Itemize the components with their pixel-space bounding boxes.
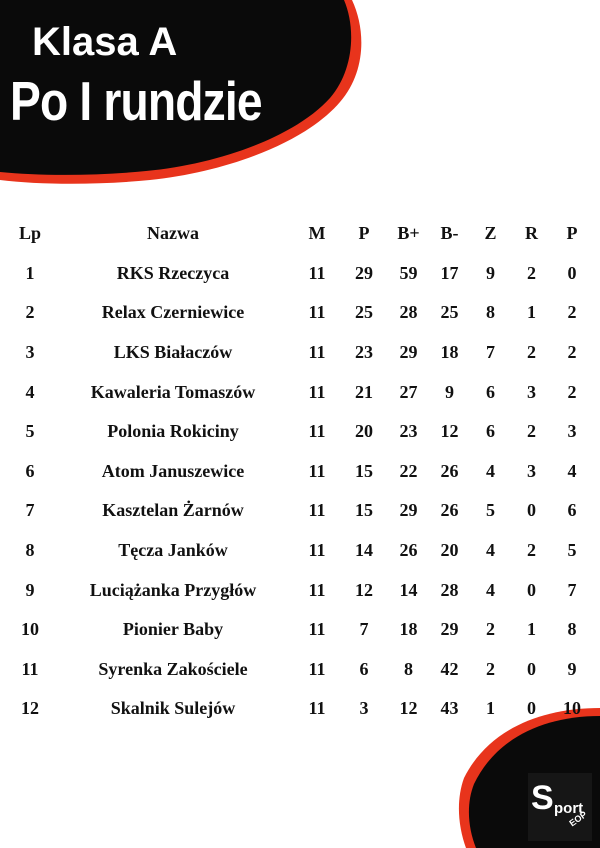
cell-wins: 4: [486, 460, 495, 481]
page-subtitle: Po I rundzie: [10, 70, 262, 132]
cell-name: Polonia Rokiciny: [107, 421, 239, 442]
cell-name: Relax Czerniewice: [101, 302, 245, 323]
table-row: [8, 333, 592, 373]
cell-points: 21: [355, 381, 373, 402]
cell-goals-against: 42: [440, 658, 459, 679]
cell-matches: 11: [308, 658, 326, 679]
cell-goals-against: 20: [440, 540, 459, 561]
cell-goals-against: 26: [440, 460, 459, 481]
standings-body: [8, 254, 592, 729]
table-row: [8, 570, 592, 610]
cell-lp: 3: [25, 342, 35, 363]
cell-lp: 7: [25, 500, 35, 521]
cell-wins: 8: [486, 302, 495, 323]
cell-goals-for: 59: [399, 262, 418, 283]
cell-goals-for: 26: [399, 540, 418, 561]
cell-goals-against: 26: [440, 500, 459, 521]
cell-wins: 4: [486, 579, 495, 600]
cell-wins: 5: [486, 500, 495, 521]
table-row: [8, 531, 592, 571]
cell-draws: 0: [527, 579, 536, 600]
logo-letter: S: [531, 779, 554, 817]
table-row: [8, 491, 592, 531]
cell-matches: 11: [308, 540, 326, 561]
cell-goals-against: 25: [440, 302, 459, 323]
cell-lp: 4: [25, 381, 35, 402]
cell-goals-for: 28: [399, 302, 418, 323]
column-header-wins: Z: [484, 223, 497, 244]
cell-lp: 1: [25, 262, 35, 283]
cell-lp: 2: [25, 302, 35, 323]
cell-points: 3: [359, 698, 369, 719]
column-header-draws: R: [525, 223, 538, 244]
cell-goals-for: 27: [399, 381, 418, 402]
column-header-goals-against: B-: [440, 223, 459, 244]
cell-wins: 6: [486, 381, 495, 402]
cell-matches: 11: [308, 698, 326, 719]
cell-lp: 9: [25, 579, 35, 600]
cell-matches: 11: [308, 619, 326, 640]
cell-goals-against: 43: [440, 698, 459, 719]
column-header-matches: M: [308, 223, 326, 244]
cell-name: Kasztelan Żarnów: [102, 500, 244, 521]
cell-matches: 11: [308, 579, 326, 600]
cell-draws: 2: [527, 540, 536, 561]
cell-draws: 2: [527, 342, 536, 363]
table-row: [8, 372, 592, 412]
cell-points: 25: [355, 302, 373, 323]
cell-draws: 0: [527, 500, 536, 521]
cell-wins: 4: [486, 540, 495, 561]
cell-losses: 6: [567, 500, 577, 521]
cell-draws: 2: [527, 421, 536, 442]
cell-goals-for: 12: [399, 698, 418, 719]
cell-goals-for: 8: [404, 658, 413, 679]
column-header-name: Nazwa: [147, 223, 199, 244]
cell-draws: 0: [527, 658, 536, 679]
cell-name: Skalnik Sulejów: [110, 698, 236, 719]
cell-draws: 1: [527, 619, 536, 640]
cell-goals-against: 29: [440, 619, 459, 640]
cell-points: 14: [355, 540, 373, 561]
cell-matches: 11: [308, 302, 326, 323]
cell-lp: 6: [25, 460, 35, 481]
sport-logo: [528, 773, 592, 841]
cell-points: 29: [355, 262, 373, 283]
cell-losses: 0: [567, 262, 577, 283]
cell-matches: 11: [308, 262, 326, 283]
logo-text: port: [554, 800, 584, 817]
cell-lp: 8: [25, 540, 35, 561]
cell-losses: 2: [567, 381, 577, 402]
column-header-points: P: [358, 223, 370, 244]
cell-matches: 11: [308, 381, 326, 402]
column-header-goals-for: B+: [397, 223, 420, 244]
cell-goals-for: 23: [399, 421, 418, 442]
cell-name: Luciążanka Przygłów: [89, 579, 257, 600]
column-header-lp: Lp: [18, 223, 42, 244]
cell-goals-for: 29: [399, 342, 418, 363]
cell-points: 15: [355, 460, 373, 481]
column-header-losses: P: [566, 223, 578, 244]
cell-goals-against: 9: [445, 381, 454, 402]
cell-matches: 11: [308, 500, 326, 521]
cell-goals-against: 28: [440, 579, 459, 600]
cell-losses: 5: [567, 540, 577, 561]
cell-losses: 2: [567, 302, 577, 323]
cell-draws: 3: [527, 381, 536, 402]
cell-lp: 11: [21, 658, 39, 679]
cell-draws: 0: [527, 698, 536, 719]
cell-losses: 4: [567, 460, 577, 481]
cell-wins: 6: [486, 421, 495, 442]
cell-draws: 3: [527, 460, 536, 481]
cell-losses: 7: [567, 579, 577, 600]
table-row: [8, 610, 592, 650]
cell-losses: 8: [567, 619, 577, 640]
table-header-row: [8, 214, 592, 254]
cell-goals-against: 18: [440, 342, 459, 363]
table-row: [8, 293, 592, 333]
table-row: [8, 452, 592, 492]
cell-name: Atom Januszewice: [101, 460, 245, 481]
cell-wins: 2: [486, 619, 495, 640]
cell-wins: 7: [486, 342, 495, 363]
cell-goals-against: 17: [440, 262, 459, 283]
cell-points: 23: [355, 342, 373, 363]
cell-losses: 3: [567, 421, 577, 442]
cell-matches: 11: [308, 421, 326, 442]
cell-wins: 2: [486, 658, 495, 679]
cell-goals-for: 14: [399, 579, 418, 600]
cell-goals-for: 18: [399, 619, 418, 640]
cell-wins: 1: [486, 698, 495, 719]
cell-matches: 11: [308, 460, 326, 481]
cell-points: 20: [355, 421, 373, 442]
cell-losses: 2: [567, 342, 577, 363]
table-row: [8, 689, 592, 729]
cell-goals-for: 22: [399, 460, 418, 481]
cell-losses: 9: [567, 658, 577, 679]
cell-name: Syrenka Zakościele: [98, 658, 248, 679]
table-row: [8, 254, 592, 294]
cell-draws: 2: [527, 262, 536, 283]
cell-draws: 1: [527, 302, 536, 323]
cell-lp: 5: [25, 421, 35, 442]
cell-points: 7: [359, 619, 369, 640]
cell-name: LKS Białaczów: [113, 342, 233, 363]
cell-matches: 11: [308, 342, 326, 363]
cell-goals-against: 12: [440, 421, 459, 442]
cell-name: Tęcza Janków: [118, 540, 228, 561]
logo-small-text: EOP: [567, 809, 589, 829]
cell-name: RKS Rzeczyca: [116, 262, 230, 283]
cell-wins: 9: [486, 262, 495, 283]
standings-table: [8, 214, 592, 729]
cell-points: 15: [355, 500, 373, 521]
cell-losses: 10: [563, 698, 581, 719]
cell-lp: 12: [21, 698, 39, 719]
table-row: [8, 650, 592, 690]
page-title: Klasa A: [32, 20, 178, 64]
cell-points: 12: [355, 579, 373, 600]
cell-lp: 10: [21, 619, 39, 640]
cell-goals-for: 29: [399, 500, 418, 521]
cell-name: Kawaleria Tomaszów: [90, 381, 256, 402]
cell-name: Pionier Baby: [122, 619, 224, 640]
cell-points: 6: [359, 658, 369, 679]
table-row: [8, 412, 592, 452]
